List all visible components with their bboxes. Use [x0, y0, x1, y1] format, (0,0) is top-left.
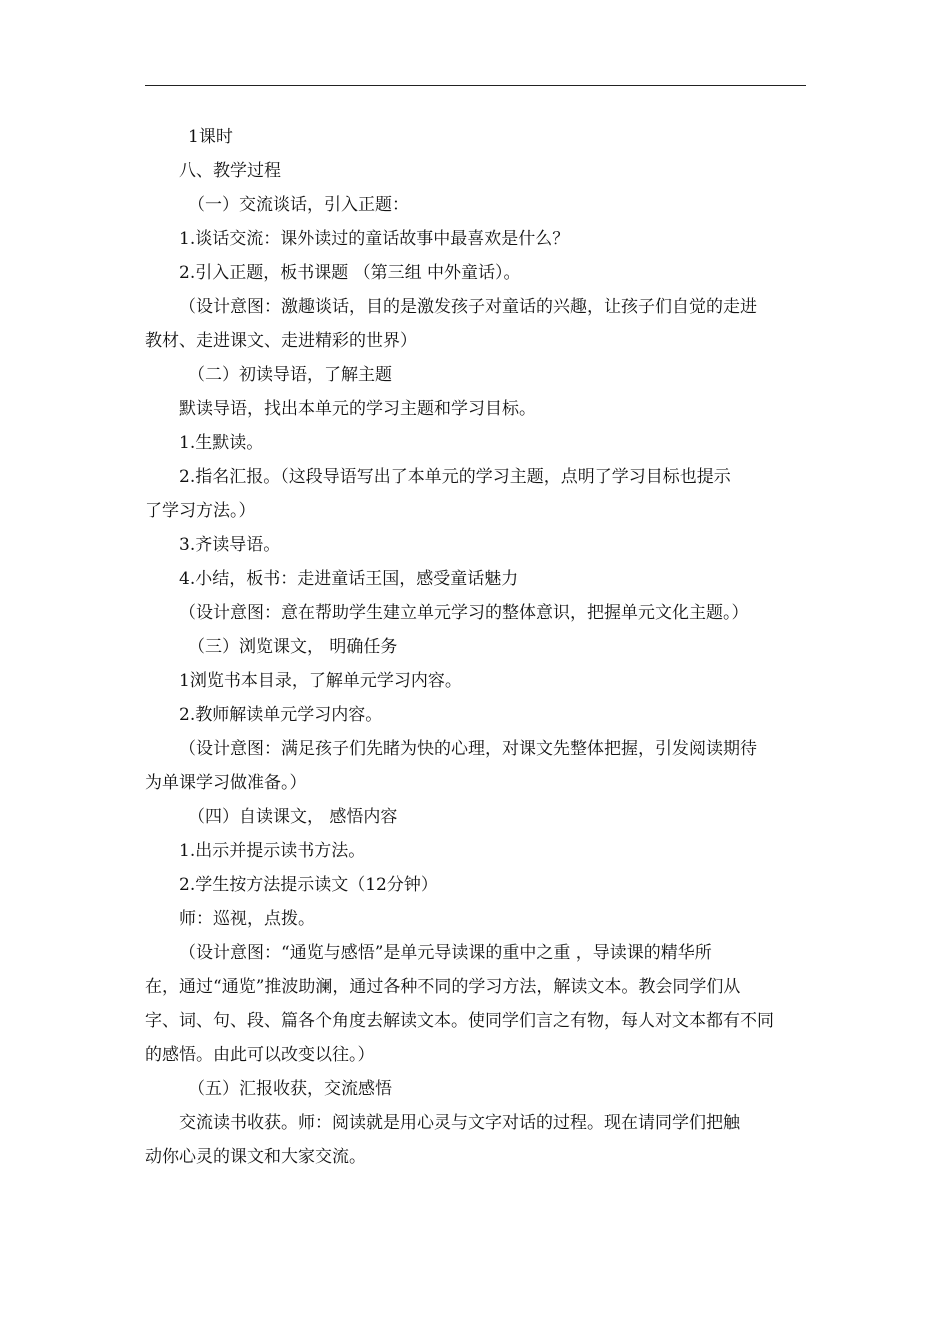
paragraph-line: 2.引入正题，板书课题 （第三组 中外童话）。	[179, 263, 521, 283]
paragraph-line: 4.小结，板书：走进童话王国，感受童话魅力	[179, 569, 519, 589]
header-rule	[145, 85, 806, 86]
paragraph-line: 在，通过“通览”推波助澜，通过各种不同的学习方法，解读文本。教会同学们从	[145, 977, 741, 997]
paragraph-line: 师：巡视，点拨。	[179, 909, 315, 929]
paragraph-line: 3.齐读导语。	[179, 535, 281, 555]
section-heading: （一）交流谈话，引入正题：	[188, 195, 409, 215]
paragraph-line: 1.生默读。	[179, 433, 264, 453]
paragraph-line: 八、教学过程	[179, 161, 281, 181]
paragraph-line: 1课时	[188, 127, 233, 147]
paragraph-line: 1.谈话交流：课外读过的童话故事中最喜欢是什么？	[179, 229, 570, 249]
paragraph-line: 教材、走进课文、走进精彩的世界）	[145, 331, 417, 351]
section-heading: （三）浏览课文， 明确任务	[188, 637, 398, 657]
paragraph-line: 默读导语，找出本单元的学习主题和学习目标。	[179, 399, 536, 419]
paragraph-line: 2.学生按方法提示读文（12分钟）	[179, 875, 438, 895]
section-heading: （二）初读导语，了解主题	[188, 365, 392, 385]
paragraph-line: （设计意图：满足孩子们先睹为快的心理，对课文先整体把握，引发阅读期待	[179, 739, 757, 759]
paragraph-line: 交流读书收获。师：阅读就是用心灵与文字对话的过程。现在请同学们把触	[179, 1113, 740, 1133]
paragraph-line: 的感悟。由此可以改变以往。）	[145, 1045, 375, 1065]
paragraph-line: （设计意图：意在帮助学生建立单元学习的整体意识，把握单元文化主题。）	[179, 603, 749, 623]
paragraph-line: 为单课学习做准备。）	[145, 773, 307, 793]
section-heading: （五）汇报收获，交流感悟	[188, 1079, 392, 1099]
paragraph-line: 动你心灵的课文和大家交流。	[145, 1147, 366, 1167]
section-heading: （四）自读课文， 感悟内容	[188, 807, 398, 827]
paragraph-line: （设计意图：激趣谈话，目的是激发孩子对童话的兴趣，让孩子们自觉的走进	[179, 297, 757, 317]
document-body	[145, 120, 806, 1174]
paragraph-line: 2.教师解读单元学习内容。	[179, 705, 383, 725]
paragraph-line: 字、词、句、段、篇各个角度去解读文本。使同学们言之有物，每人对文本都有不同	[145, 1011, 774, 1031]
paragraph-line: （设计意图：“通览与感悟”是单元导读课的重中之重 ，导读课的精华所	[179, 943, 712, 963]
paragraph-line: 2.指名汇报。（这段导语写出了本单元的学习主题，点明了学习目标也提示	[179, 467, 731, 487]
paragraph-line: 1浏览书本目录，了解单元学习内容。	[179, 671, 462, 691]
paragraph-line: 1.出示并提示读书方法。	[179, 841, 366, 861]
paragraph-line: 了学习方法。）	[145, 501, 256, 521]
